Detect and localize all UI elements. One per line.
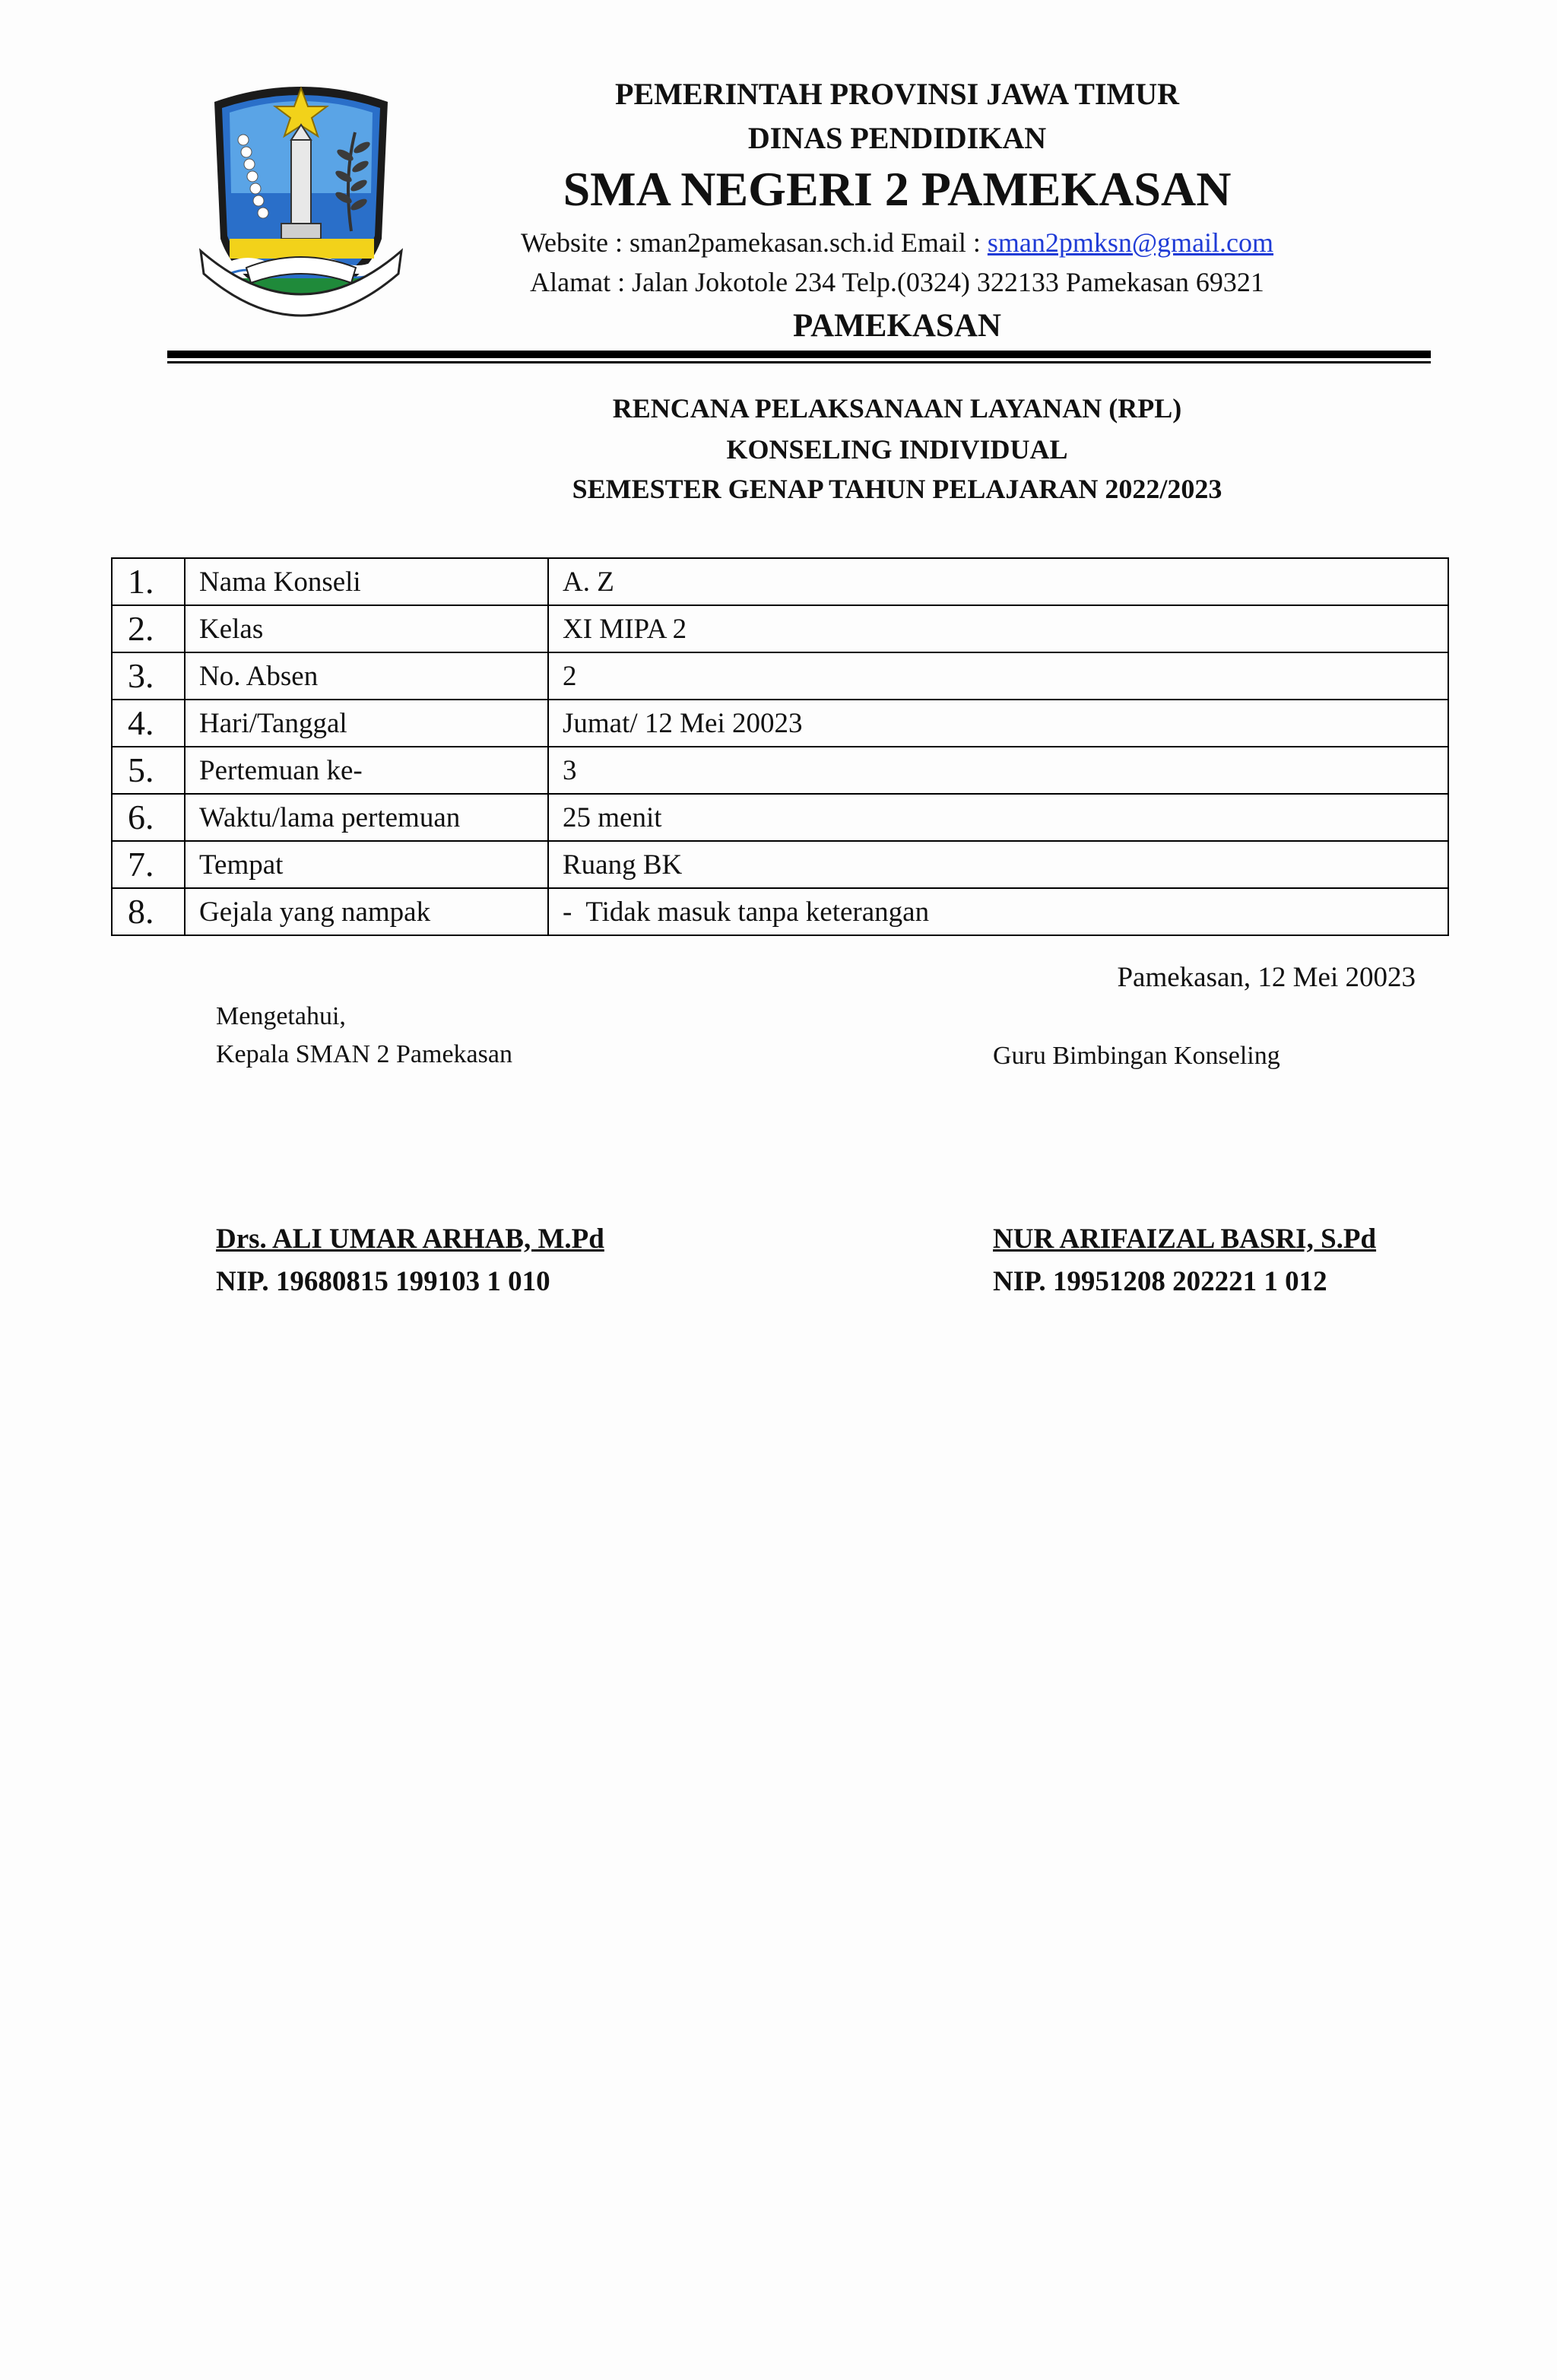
row-label: Hari/Tanggal <box>185 700 548 747</box>
table-row <box>112 747 1448 794</box>
row-label: No. Absen <box>185 652 548 700</box>
jawa-timur-coat-of-arms-logo <box>199 79 403 335</box>
table-row <box>112 558 1448 605</box>
email-link[interactable]: sman2pmksn@gmail.com <box>987 227 1274 258</box>
row-value-text: Tidak masuk tanpa keterangan <box>585 896 930 928</box>
row-value: XI MIPA 2 <box>548 605 1448 652</box>
city-heading: PAMEKASAN <box>793 308 1001 344</box>
table-row <box>112 700 1448 747</box>
counseling-info-table <box>111 557 1449 936</box>
letterhead-divider-thick <box>167 351 1431 358</box>
principal-nip: NIP. 19680815 199103 1 010 <box>216 1266 550 1297</box>
coat-of-arms-icon <box>199 79 403 335</box>
row-value: 25 menit <box>548 794 1448 841</box>
contact-line <box>426 227 1368 259</box>
row-value: A. Z <box>548 558 1448 605</box>
row-number: 8. <box>112 888 185 935</box>
row-label: Tempat <box>185 841 548 888</box>
table-row <box>112 888 1448 935</box>
row-number: 7. <box>112 841 185 888</box>
row-label: Kelas <box>185 605 548 652</box>
document-title: RENCANA PELAKSANAAN LAYANAN (RPL) <box>612 393 1182 424</box>
row-label: Waktu/lama pertemuan <box>185 794 548 841</box>
row-number: 5. <box>112 747 185 794</box>
table-row <box>112 605 1448 652</box>
row-value: 2 <box>548 652 1448 700</box>
document-semester: SEMESTER GENAP TAHUN PELAJARAN 2022/2023 <box>572 474 1222 504</box>
acknowledged-label: Mengetahui, <box>216 1002 346 1030</box>
row-label: Pertemuan ke- <box>185 747 548 794</box>
school-name-heading: SMA NEGERI 2 PAMEKASAN <box>563 162 1232 216</box>
bullet-dash: - <box>563 896 572 928</box>
address-line: Alamat : Jalan Jokotole 234 Telp.(0324) 322133 Pamekasan 69321 <box>530 267 1264 297</box>
row-value: 3 <box>548 747 1448 794</box>
counselor-title: Guru Bimbingan Konseling <box>993 1042 1280 1070</box>
document-subtitle: KONSELING INDIVIDUAL <box>726 434 1068 465</box>
letterhead-divider-thin <box>167 361 1431 363</box>
table-row <box>112 794 1448 841</box>
place-date: Pamekasan, 12 Mei 20023 <box>1117 962 1416 993</box>
counselor-name: NUR ARIFAIZAL BASRI, S.Pd <box>993 1223 1377 1255</box>
row-number: 3. <box>112 652 185 700</box>
row-number: 1. <box>112 558 185 605</box>
table-row <box>112 652 1448 700</box>
row-label: Gejala yang nampak <box>185 888 548 935</box>
row-number: 2. <box>112 605 185 652</box>
principal-name: Drs. ALI UMAR ARHAB, M.Pd <box>216 1223 604 1255</box>
row-number: 6. <box>112 794 185 841</box>
government-heading: PEMERINTAH PROVINSI JAWA TIMUR <box>615 77 1179 111</box>
website-text: Website : sman2pamekasan.sch.id Email : <box>520 227 988 258</box>
row-value: Ruang BK <box>548 841 1448 888</box>
principal-title: Kepala SMAN 2 Pamekasan <box>216 1040 512 1068</box>
row-number: 4. <box>112 700 185 747</box>
row-value: Jumat/ 12 Mei 20023 <box>548 700 1448 747</box>
counselor-nip: NIP. 19951208 202221 1 012 <box>993 1266 1327 1297</box>
row-value <box>548 888 1448 935</box>
row-label: Nama Konseli <box>185 558 548 605</box>
department-heading: DINAS PENDIDIKAN <box>747 121 1047 155</box>
table-row <box>112 841 1448 888</box>
